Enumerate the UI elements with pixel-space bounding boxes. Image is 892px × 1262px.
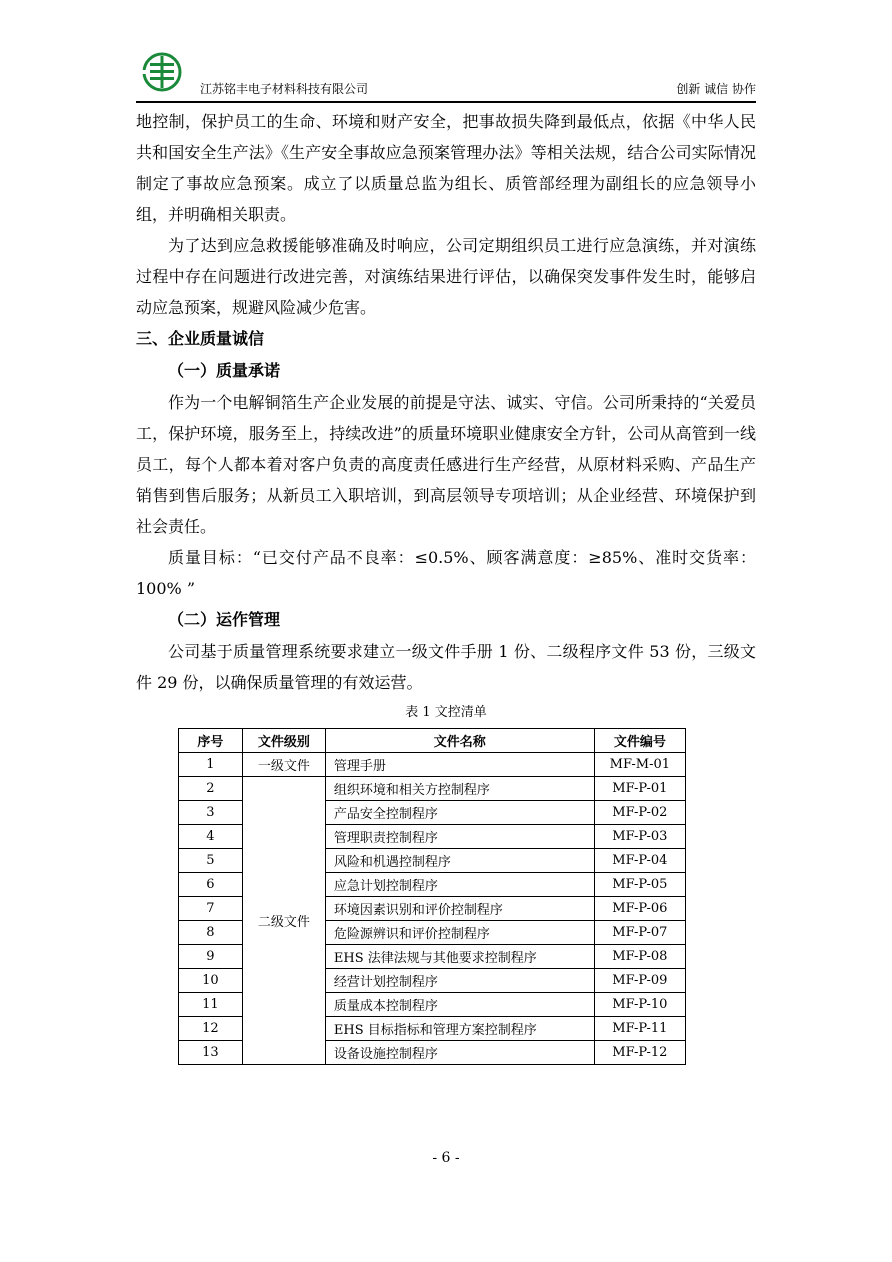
row-no: 3 bbox=[179, 801, 243, 825]
row-name: 组织环境和相关方控制程序 bbox=[325, 777, 594, 801]
document-body bbox=[136, 106, 756, 1065]
row-name: 危险源辨识和评价控制程序 bbox=[325, 921, 594, 945]
row-no: 8 bbox=[179, 921, 243, 945]
row-level: 一级文件 bbox=[242, 753, 325, 777]
row-no: 1 bbox=[179, 753, 243, 777]
paragraph-emergency-plan: 地控制，保护员工的生命、环境和财产安全，把事故损失降到最低点，依据《中华人民共和国安全生产法》《生产安全事故应急预案管理办法》等相关法规，结合公司实际情况制定了事故应急预案。成立了以质量总监为组长、质管部经理为副组长的应急领导小组，并明确相关职责。 bbox=[136, 112, 756, 224]
row-name: 设备设施控制程序 bbox=[325, 1041, 594, 1065]
row-no: 5 bbox=[179, 849, 243, 873]
row-no: 2 bbox=[179, 777, 243, 801]
row-no: 10 bbox=[179, 969, 243, 993]
table-row bbox=[179, 753, 686, 777]
row-code: MF-P-02 bbox=[594, 801, 685, 825]
row-code: MF-P-09 bbox=[594, 969, 685, 993]
page-number: - 6 - bbox=[432, 1150, 460, 1166]
table-row bbox=[179, 777, 686, 801]
paragraph-operation: 公司基于质量管理系统要求建立一级文件手册 1 份、二级程序文件 53 份，三级文件 29 份，以确保质量管理的有效运营。 bbox=[136, 642, 756, 692]
paragraph-commitment: 作为一个电解铜箔生产企业发展的前提是守法、诚实、守信。公司所秉持的“关爱员工，保护环境，服务至上，持续改进”的质量环境职业健康安全方针，公司从高管到一线员工，每个人都本着对客户负责的高度责任感进行生产经营，从原材料采购、产品生产销售到售后服务；从新员工入职培训，到高层领导专项培训；从企业经营、环境保护到社会责任。 bbox=[136, 393, 756, 536]
row-name: 风险和机遇控制程序 bbox=[325, 849, 594, 873]
row-code: MF-P-05 bbox=[594, 873, 685, 897]
row-code: MF-P-04 bbox=[594, 849, 685, 873]
row-no: 6 bbox=[179, 873, 243, 897]
row-no: 4 bbox=[179, 825, 243, 849]
row-code: MF-P-06 bbox=[594, 897, 685, 921]
row-no: 13 bbox=[179, 1041, 243, 1065]
page-header bbox=[136, 48, 756, 104]
row-code: MF-P-01 bbox=[594, 777, 685, 801]
paragraph-quality-goal: 质量目标：“已交付产品不良率：≤0.5%、顾客满意度：≥85%、准时交货率：100% ” bbox=[136, 548, 756, 598]
header-divider bbox=[136, 101, 756, 103]
row-name: 质量成本控制程序 bbox=[325, 993, 594, 1017]
company-name: 江苏铭丰电子材料科技有限公司 bbox=[200, 82, 369, 96]
row-code: MF-P-12 bbox=[594, 1041, 685, 1065]
row-level: 二级文件 bbox=[242, 777, 325, 1065]
company-logo-icon bbox=[142, 52, 182, 92]
header-code: 文件编号 bbox=[594, 729, 685, 753]
header-name: 文件名称 bbox=[325, 729, 594, 753]
row-code: MF-P-03 bbox=[594, 825, 685, 849]
row-name: 经营计划控制程序 bbox=[325, 969, 594, 993]
row-code: MF-M-01 bbox=[594, 753, 685, 777]
subsection-title-operation: （二）运作管理 bbox=[168, 610, 281, 629]
paragraph-emergency-drill: 为了达到应急救援能够准确及时响应，公司定期组织员工进行应急演练，并对演练过程中存在问题进行改进完善，对演练结果进行评估，以确保突发事件发生时，能够启动应急预案，规避风险减少危害。 bbox=[136, 236, 756, 317]
subsection-title-commitment: （一）质量承诺 bbox=[168, 361, 281, 380]
row-name: 管理职责控制程序 bbox=[325, 825, 594, 849]
row-no: 9 bbox=[179, 945, 243, 969]
row-code: MF-P-07 bbox=[594, 921, 685, 945]
row-name: EHS 目标指标和管理方案控制程序 bbox=[325, 1017, 594, 1041]
row-name: EHS 法律法规与其他要求控制程序 bbox=[325, 945, 594, 969]
row-name: 产品安全控制程序 bbox=[325, 801, 594, 825]
row-no: 11 bbox=[179, 993, 243, 1017]
table-caption: 表 1 文控清单 bbox=[405, 705, 487, 720]
row-name: 应急计划控制程序 bbox=[325, 873, 594, 897]
row-code: MF-P-10 bbox=[594, 993, 685, 1017]
document-control-table bbox=[178, 728, 686, 1065]
row-code: MF-P-11 bbox=[594, 1017, 685, 1041]
section-title: 三、企业质量诚信 bbox=[136, 329, 265, 348]
header-level: 文件级别 bbox=[242, 729, 325, 753]
table-header-row bbox=[179, 729, 686, 753]
row-name: 管理手册 bbox=[325, 753, 594, 777]
row-no: 7 bbox=[179, 897, 243, 921]
row-no: 12 bbox=[179, 1017, 243, 1041]
company-slogan: 创新 诚信 协作 bbox=[676, 82, 756, 96]
row-name: 环境因素识别和评价控制程序 bbox=[325, 897, 594, 921]
header-no: 序号 bbox=[179, 729, 243, 753]
row-code: MF-P-08 bbox=[594, 945, 685, 969]
